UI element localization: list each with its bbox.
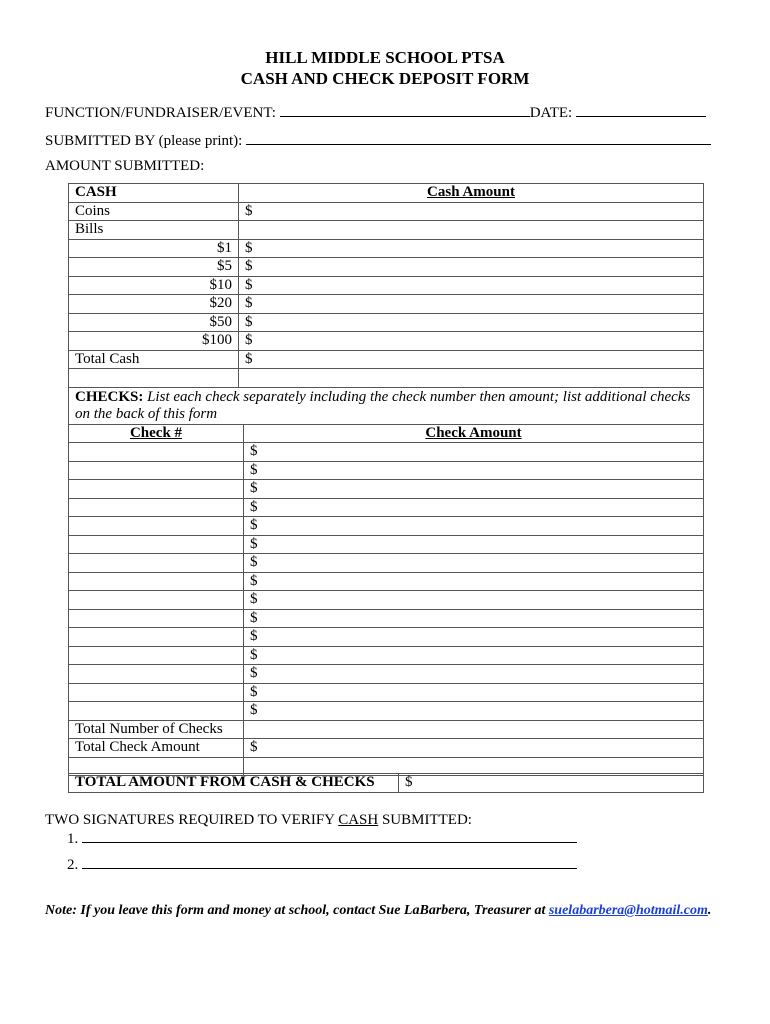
note-end: . [707,903,712,918]
check-number-field[interactable] [69,609,244,628]
cash-coins-row [69,202,704,221]
function-label: FUNCTION/FUNDRAISER/EVENT: [45,105,276,121]
grand-total-label: TOTAL AMOUNT FROM CASH & CHECKS [69,774,399,793]
check-row [69,628,704,647]
checks-instructions-text: List each check separately including the check number then amount; list additional checks on the back of this form [75,388,691,422]
date-label: DATE: [529,105,573,121]
cash-header-row [69,184,704,203]
check-amount-field[interactable]: $ [244,535,704,554]
check-row [69,591,704,610]
signature-1-number: 1. [67,831,79,847]
check-amount-field[interactable]: $ [244,498,704,517]
signatures-label [45,812,472,829]
denomination-amount-field[interactable]: $ [239,295,704,314]
deposit-table [68,183,704,776]
total-cash-label: Total Cash [69,350,239,369]
function-row [45,104,706,122]
cash-denomination-row [69,276,704,295]
grand-total-table [68,773,704,793]
check-row [69,665,704,684]
total-number-checks-row [69,720,704,739]
check-amount-field[interactable]: $ [244,646,704,665]
signature-2-field[interactable] [82,856,577,869]
check-amount-header: Check Amount [244,424,704,443]
total-cash-row [69,350,704,369]
cash-header: CASH [69,184,239,203]
cash-denomination-row [69,239,704,258]
contact-note [45,903,711,919]
denomination-label: $10 [69,276,239,295]
check-row [69,535,704,554]
total-cash-field[interactable]: $ [239,350,704,369]
check-amount-field[interactable]: $ [244,628,704,647]
grand-total-row [69,774,704,793]
coins-label: Coins [69,202,239,221]
denomination-label: $50 [69,313,239,332]
signatures-label-pre: TWO SIGNATURES REQUIRED TO VERIFY [45,812,339,828]
check-row [69,572,704,591]
check-number-field[interactable] [69,554,244,573]
check-row [69,702,704,721]
cash-denomination-row [69,295,704,314]
coins-amount-field[interactable]: $ [239,202,704,221]
check-amount-field[interactable]: $ [244,683,704,702]
check-number-field[interactable] [69,461,244,480]
check-number-field[interactable] [69,646,244,665]
function-field[interactable] [280,104,530,117]
cash-denomination-row [69,313,704,332]
check-amount-field[interactable]: $ [244,480,704,499]
check-amount-field[interactable]: $ [244,572,704,591]
check-amount-field[interactable]: $ [244,609,704,628]
signatures-label-emph: CASH [338,812,379,828]
check-number-field[interactable] [69,683,244,702]
denomination-amount-field[interactable]: $ [239,332,704,351]
check-number-field[interactable] [69,665,244,684]
check-row [69,554,704,573]
bills-label: Bills [69,221,239,240]
amount-submitted-label: AMOUNT SUBMITTED: [45,158,205,174]
check-number-field[interactable] [69,591,244,610]
check-number-field[interactable] [69,480,244,499]
denomination-label: $1 [69,239,239,258]
check-row [69,609,704,628]
form-subtitle: CASH AND CHECK DEPOSIT FORM [240,69,530,88]
check-number-field[interactable] [69,702,244,721]
signature-2-row [67,856,577,874]
denomination-amount-field[interactable]: $ [239,239,704,258]
check-number-field[interactable] [69,498,244,517]
denomination-label: $20 [69,295,239,314]
signature-1-row [67,830,577,848]
form-title: HILL MIDDLE SCHOOL PTSA [265,48,505,67]
denomination-amount-field[interactable]: $ [239,313,704,332]
total-number-checks-label: Total Number of Checks [69,720,244,739]
total-check-amount-field[interactable]: $ [244,739,704,758]
denomination-label: $100 [69,332,239,351]
submitted-by-row [45,132,711,150]
check-row [69,480,704,499]
check-amount-field[interactable]: $ [244,443,704,462]
checks-instructions-row [69,387,704,424]
check-amount-field[interactable]: $ [244,665,704,684]
check-amount-field[interactable]: $ [244,591,704,610]
check-number-header: Check # [69,424,244,443]
date-field[interactable] [576,104,706,117]
check-row [69,498,704,517]
check-row [69,683,704,702]
check-amount-field[interactable]: $ [244,702,704,721]
cash-denomination-row [69,258,704,277]
cash-bills-row [69,221,704,240]
signature-1-field[interactable] [82,830,577,843]
bills-amount-field [239,221,704,240]
check-number-field[interactable] [69,517,244,536]
checks-header-row [69,424,704,443]
check-number-field[interactable] [69,443,244,462]
check-row [69,646,704,665]
cash-amount-header: Cash Amount [239,184,704,203]
treasurer-email-link[interactable]: suelabarbera@hotmail.com [548,903,708,918]
total-check-amount-label: Total Check Amount [69,739,244,758]
check-number-field[interactable] [69,628,244,647]
grand-total-field[interactable]: $ [399,774,704,793]
submitted-by-label: SUBMITTED BY (please print): [45,133,243,149]
check-number-field[interactable] [69,535,244,554]
submitted-by-field[interactable] [246,132,711,145]
note-text: Note: If you leave this form and money at school, contact Sue LaBarbera, Treasurer at [45,903,549,918]
denomination-label: $5 [69,258,239,277]
signatures-label-post: SUBMITTED: [378,812,472,828]
check-rows [69,443,704,721]
check-row [69,443,704,462]
denomination-amount-field[interactable]: $ [239,258,704,277]
check-row [69,517,704,536]
check-amount-field[interactable]: $ [244,517,704,536]
denomination-amount-field[interactable]: $ [239,276,704,295]
spacer-row [69,369,704,388]
check-row [69,461,704,480]
total-check-amount-row [69,739,704,758]
cash-denomination-row [69,332,704,351]
check-amount-field[interactable]: $ [244,554,704,573]
check-amount-field[interactable]: $ [244,461,704,480]
signature-2-number: 2. [67,857,79,873]
checks-instructions [69,387,704,424]
checks-header: CHECKS: [75,388,144,405]
check-number-field[interactable] [69,572,244,591]
total-number-checks-field[interactable] [244,720,704,739]
